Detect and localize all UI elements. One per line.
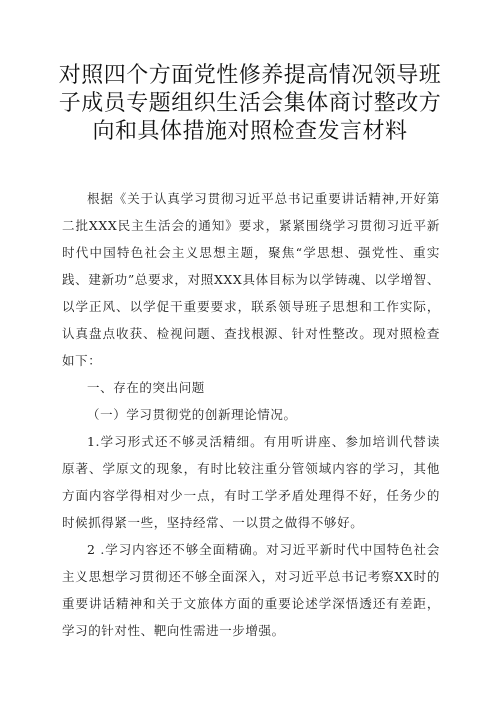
item-1-paragraph: 1.学习形式还不够灵活精细。有用听讲座、参加培训代替读原著、学原文的现象，有时比较注重分管领域内容的学习，其他方面内容学得相对少一点，有时工学矛盾处理得不好，任务少的时候抓得紧一些，坚持经常、一以贯之做得不够好。: [62, 434, 440, 530]
subsection-heading-block: [62, 401, 440, 428]
subsection-heading: （一）学习贯彻党的创新理论情况。: [87, 407, 297, 422]
title-line-1: 对照四个方面党性修养提高情况领导班: [58, 63, 442, 88]
section-heading: 一、存在的突出问题: [87, 380, 205, 395]
title-line-3: 向和具体措施对照检查发言材料: [92, 119, 408, 144]
item-2-paragraph: 2 .学习内容还不够全面精确。对习近平新时代中国特色社会主义思想学习贯彻还不够全面深入，对习近平总书记考察XX时的重要讲话精神和关于文旅体方面的重要论述学深悟透还有差距，学习的针对性、靶向性需进一步增强。: [62, 542, 440, 638]
intro-paragraph: 根据《关于认真学习贯彻习近平总书记重要讲话精神,开好第二批XXX民主生活会的通知》要求，紧紧围绕学习贯彻习近平新时代中国特色社会主义思想主题，聚焦“学思想、强党性、重实践、建新功”总要求，对照XXX具体目标为以学铸魂、以学增智、以学正风、以学促干重要要求，联系领导班子思想和工作实际，认真盘点收获、检视问题、查找根源、针对性整改。现对照检查如下：: [62, 191, 440, 368]
title-line-2: 子成员专题组织生活会集体商讨整改方: [58, 91, 442, 116]
intro-paragraph-block: [62, 185, 440, 374]
item-1-block: [62, 428, 440, 536]
section-heading-block: [62, 374, 440, 401]
item-2-block: [62, 536, 440, 644]
document-title: [40, 62, 460, 146]
